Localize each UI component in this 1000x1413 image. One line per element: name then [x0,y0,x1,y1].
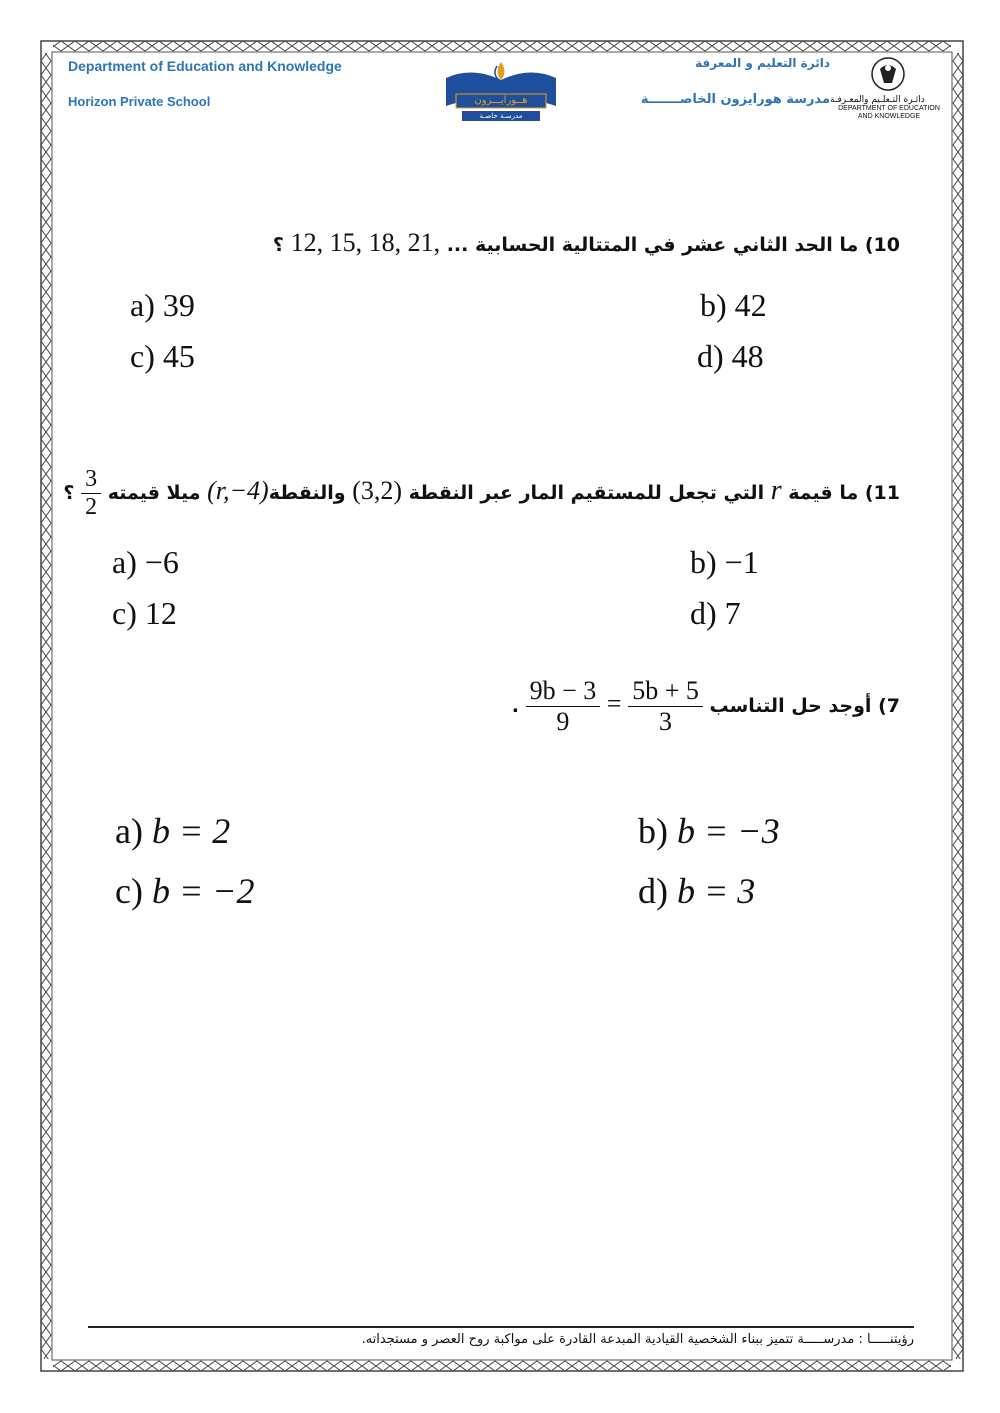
falcon-emblem-icon [868,55,908,93]
q10-option-d[interactable]: d) 48 [697,338,764,374]
q10-option-b[interactable]: b) 42 [700,287,767,323]
q7-option-b[interactable]: b) b = −3 [638,811,780,851]
question-7: 7) أوجد حل التناسب $\frac{5b + 5}{3}$ = $\frac{9b - 3}{9}$ . [511,676,900,736]
dept-emblem [830,55,960,125]
q7-option-d[interactable]: d) b = 3 [638,871,756,911]
question-10: 10) ما الحد الثاني عشر في المتتالية الحسابية ... 12, 15, 18, 21, ؟ [272,228,900,257]
rhs-fraction: $\frac{5b + 5}{3}$ [628,676,703,737]
q10-option-c[interactable]: c) 45 [130,338,195,374]
dept-emblem-en: DEPARTMENT OF EDUCATION AND KNOWLEDGE [838,105,940,120]
logo-subtitle: مدرسـة خاصـة [479,112,523,120]
slope-fraction: $\frac{3}{2}$ [81,466,101,521]
school-name-en: Horizon Private School [68,94,211,109]
q11-option-b[interactable]: b) −1 [690,544,759,580]
q11-option-d[interactable]: d) 7 [690,595,741,631]
footer-divider [88,1326,914,1328]
q7-option-a[interactable]: a) b = 2 [115,811,231,851]
q11-option-a[interactable]: a) −6 [112,544,179,580]
school-logo [442,58,560,124]
lhs-fraction: $\frac{9b - 3}{9}$ [526,676,601,737]
dept-name-ar: دائرة التعليم و المعرفة [695,56,830,70]
logo-title: هــورايـــزون [474,95,528,106]
school-name-ar: مدرسة هورايزون الخاصـــــــة [640,92,830,107]
q11-option-c[interactable]: c) 12 [112,595,177,631]
question-11: 11) ما قيمة r التي تجعل للمستقيم المار عبر النقطة (3,2) والنقطة(r,−4) ميلا قيمته $\frac{3}{2}$ ؟ [63,466,900,520]
q10-option-a[interactable]: a) 39 [130,287,195,323]
school-vision: رؤيتنـــــا : مدرســـــة تتميز ببناء الشخصية القيادية المبدعة القادرة على مواكبة روح العصر و مستجداته. [361,1332,914,1347]
dept-name-en: Department of Education and Knowledge [68,58,342,74]
q7-option-c[interactable]: c) b = −2 [115,871,255,911]
dept-emblem-ar: دائـرة التـعلـيم والمعـرفـة [830,95,925,105]
